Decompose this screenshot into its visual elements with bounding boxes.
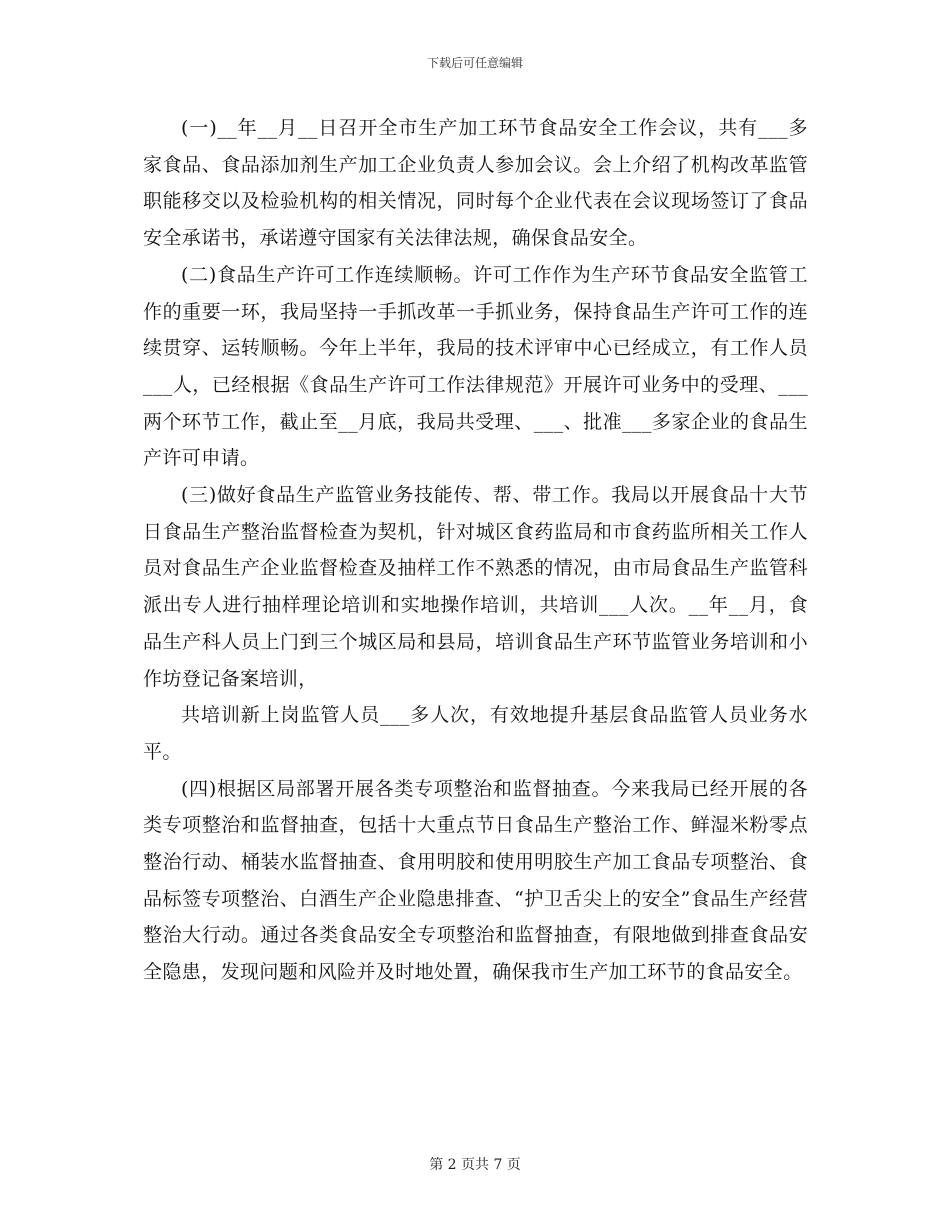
page-number-footer: 第 2 页共 7 页 <box>429 1157 521 1173</box>
paragraph-3: (三)做好食品生产监管业务技能传、帮、带工作。我局以开展食品十大节日食品生产整治监督检查为契机，针对城区食药监局和市食药监所相关工作人员对食品生产企业监督检查及抽样工作不熟悉的情况，由市局食品生产监管科派出专人进行抽样理论培训和实地操作培训，共培训___人次。__年__月，食品生产科人员上门到三个城区局和县局，培训食品生产环节监管业务培训和小作坊登记备案培训， <box>143 484 808 690</box>
paragraph-2: (二)食品生产许可工作连续顺畅。许可工作作为生产环节食品安全监管工作的重要一环，我局坚持一手抓改革一手抓业务，保持食品生产许可工作的连续贯穿、运转顺畅。今年上半年，我局的技术评审中心已经成立，有工作人员___人，已经根据《食品生产许可工作法律规范》开展许可业务中的受理、___两个环节工作，截止至__月底，我局共受理、___、批准___多家企业的食品生产许可申请。 <box>143 263 808 470</box>
paragraph-1: (一)__年__月__日召开全市生产加工环节食品安全工作会议，共有___多家食品、食品添加剂生产加工企业负责人参加会议。会上介绍了机构改革监管职能移交以及检验机构的相关情况，同时每个企业代表在会议现场签订了食品安全承诺书，承诺遵守国家有关法律法规，确保食品安全。 <box>143 117 808 250</box>
paragraph-4: 共培训新上岗监管人员___多人次，有效地提升基层食品监管人员业务水平。 <box>143 704 808 763</box>
paragraph-5: (四)根据区局部署开展各类专项整治和监督抽查。今来我局已经开展的各类专项整治和监督抽查，包括十大重点节日食品生产整治工作、鲜湿米粉零点整治行动、桶装水监督抽查、食用明胶和使用明胶生产加工食品专项整治、食品标签专项整治、白酒生产企业隐患排查、“护卫舌尖上的安全”食品生产经营整治大行动。通过各类食品安全专项整治和监督抽查，有限地做到排查食品安全隐患，发现问题和风险并及时地处置，确保我市生产加工环节的食品安全。 <box>143 777 808 984</box>
page-header-note: 下载后可任意编辑 <box>426 56 523 70</box>
document-body <box>143 110 808 991</box>
